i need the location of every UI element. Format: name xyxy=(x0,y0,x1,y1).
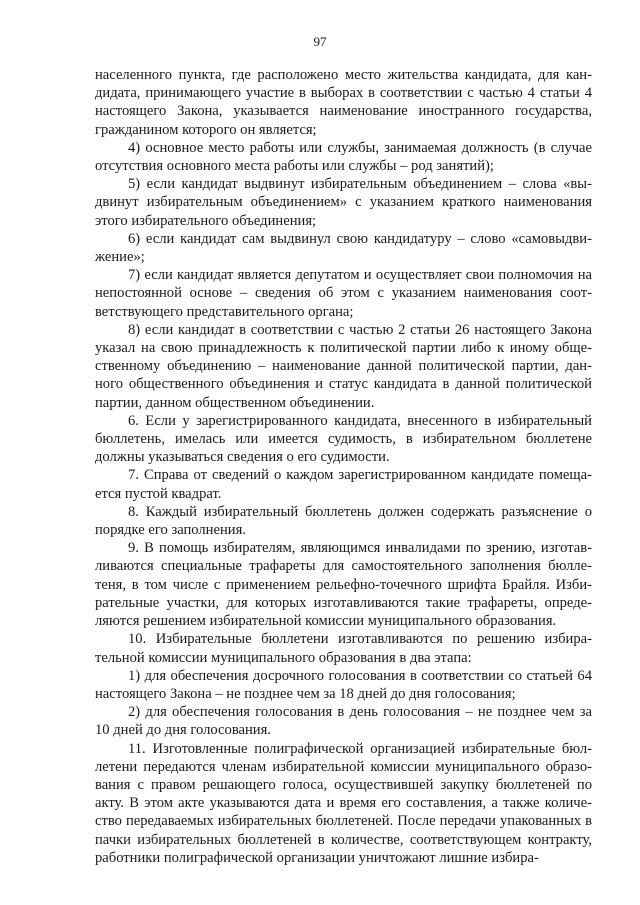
paragraph: 10. Избирательные бюллетени изготавливаются по решению избирательной комиссии муниципального образования в два этапа: xyxy=(95,631,592,666)
paragraph: 1) для обеспечения досрочного голосования в соответствии со статьей 64 настоящего Закона – не позднее чем за 18 дней до дня голосования; xyxy=(95,667,592,702)
paragraph: 6) если кандидат сам выдвинул свою кандидатуру – слово «самовыдвижение»; xyxy=(95,230,592,266)
paragraph: 6. Если у зарегистрированного кандидата, внесенного в избирательный бюллетень, имелась или имеется судимость, в избирательном бюллетене должны указываться сведения о его судимости. xyxy=(95,412,592,466)
page-number: 97 xyxy=(313,34,327,49)
paragraph: 2) для обеспечения голосования в день голосования – не позднее чем за 10 дней до дня голосования. xyxy=(95,704,592,739)
paragraph: 8) если кандидат в соответствии с частью 2 статьи 26 настоящего Закона указал на свою принадлежность к политической партии либо к иному общественному объединению – наименование данной политической партии, данного общественного объединения и статус кандидата в данной политической партии, данном общественном объединении. xyxy=(95,321,592,411)
paragraph: 7) если кандидат является депутатом и осуществляет свои полномочия на непостоянной основе – сведения об этом с указанием наименования соответствующего представительного органа; xyxy=(95,267,592,320)
paragraph: 9. В помощь избирателям, являющимся инвалидами по зрению, изготавливаются специальные трафареты для самостоятельного заполнения бюллетеня, в том числе с применением рельефно-точечного шрифта Брайля. Избирательные участки, для которых изготавливаются такие трафареты, определяются решением избирательной комиссии муниципального образования. xyxy=(95,540,592,630)
paragraph: населенного пункта, где расположено место жительства кандидата, для кандидата, принимающего участие в выборах в соответствии с частью 4 статьи 4 настоящего Закона, указывается наименование иностранного государства, гражданином которого он является; xyxy=(95,67,592,138)
paragraph: 7. Справа от сведений о каждом зарегистрированном кандидате помещается пустой квадрат. xyxy=(95,467,592,502)
paragraph: 5) если кандидат выдвинут избирательным объединением – слова «выдвинут избирательным объединением» с указанием краткого наименования этого избирательного объединения; xyxy=(95,176,592,229)
paragraph: 8. Каждый избирательный бюллетень должен содержать разъяснение о порядке его заполнения. xyxy=(95,503,592,539)
paragraph: 4) основное место работы или службы, занимаемая должность (в случае отсутствия основного места работы или службы – род занятий); xyxy=(95,139,592,175)
paragraph: 11. Изготовленные полиграфической организацией избирательные бюллетени передаются членам избирательной комиссии муниципального образования с правом решающего голоса, осуществившей закупку бюллетеней по акту. В этом акте указываются дата и время его составления, а также количество передаваемых избирательных бюллетеней. После передачи упакованных в пачки избирательных бюллетеней в количестве, соответствующем контракту, работники полиграфической организации уничтожают лишние избира- xyxy=(95,740,592,866)
document-body xyxy=(95,66,592,867)
